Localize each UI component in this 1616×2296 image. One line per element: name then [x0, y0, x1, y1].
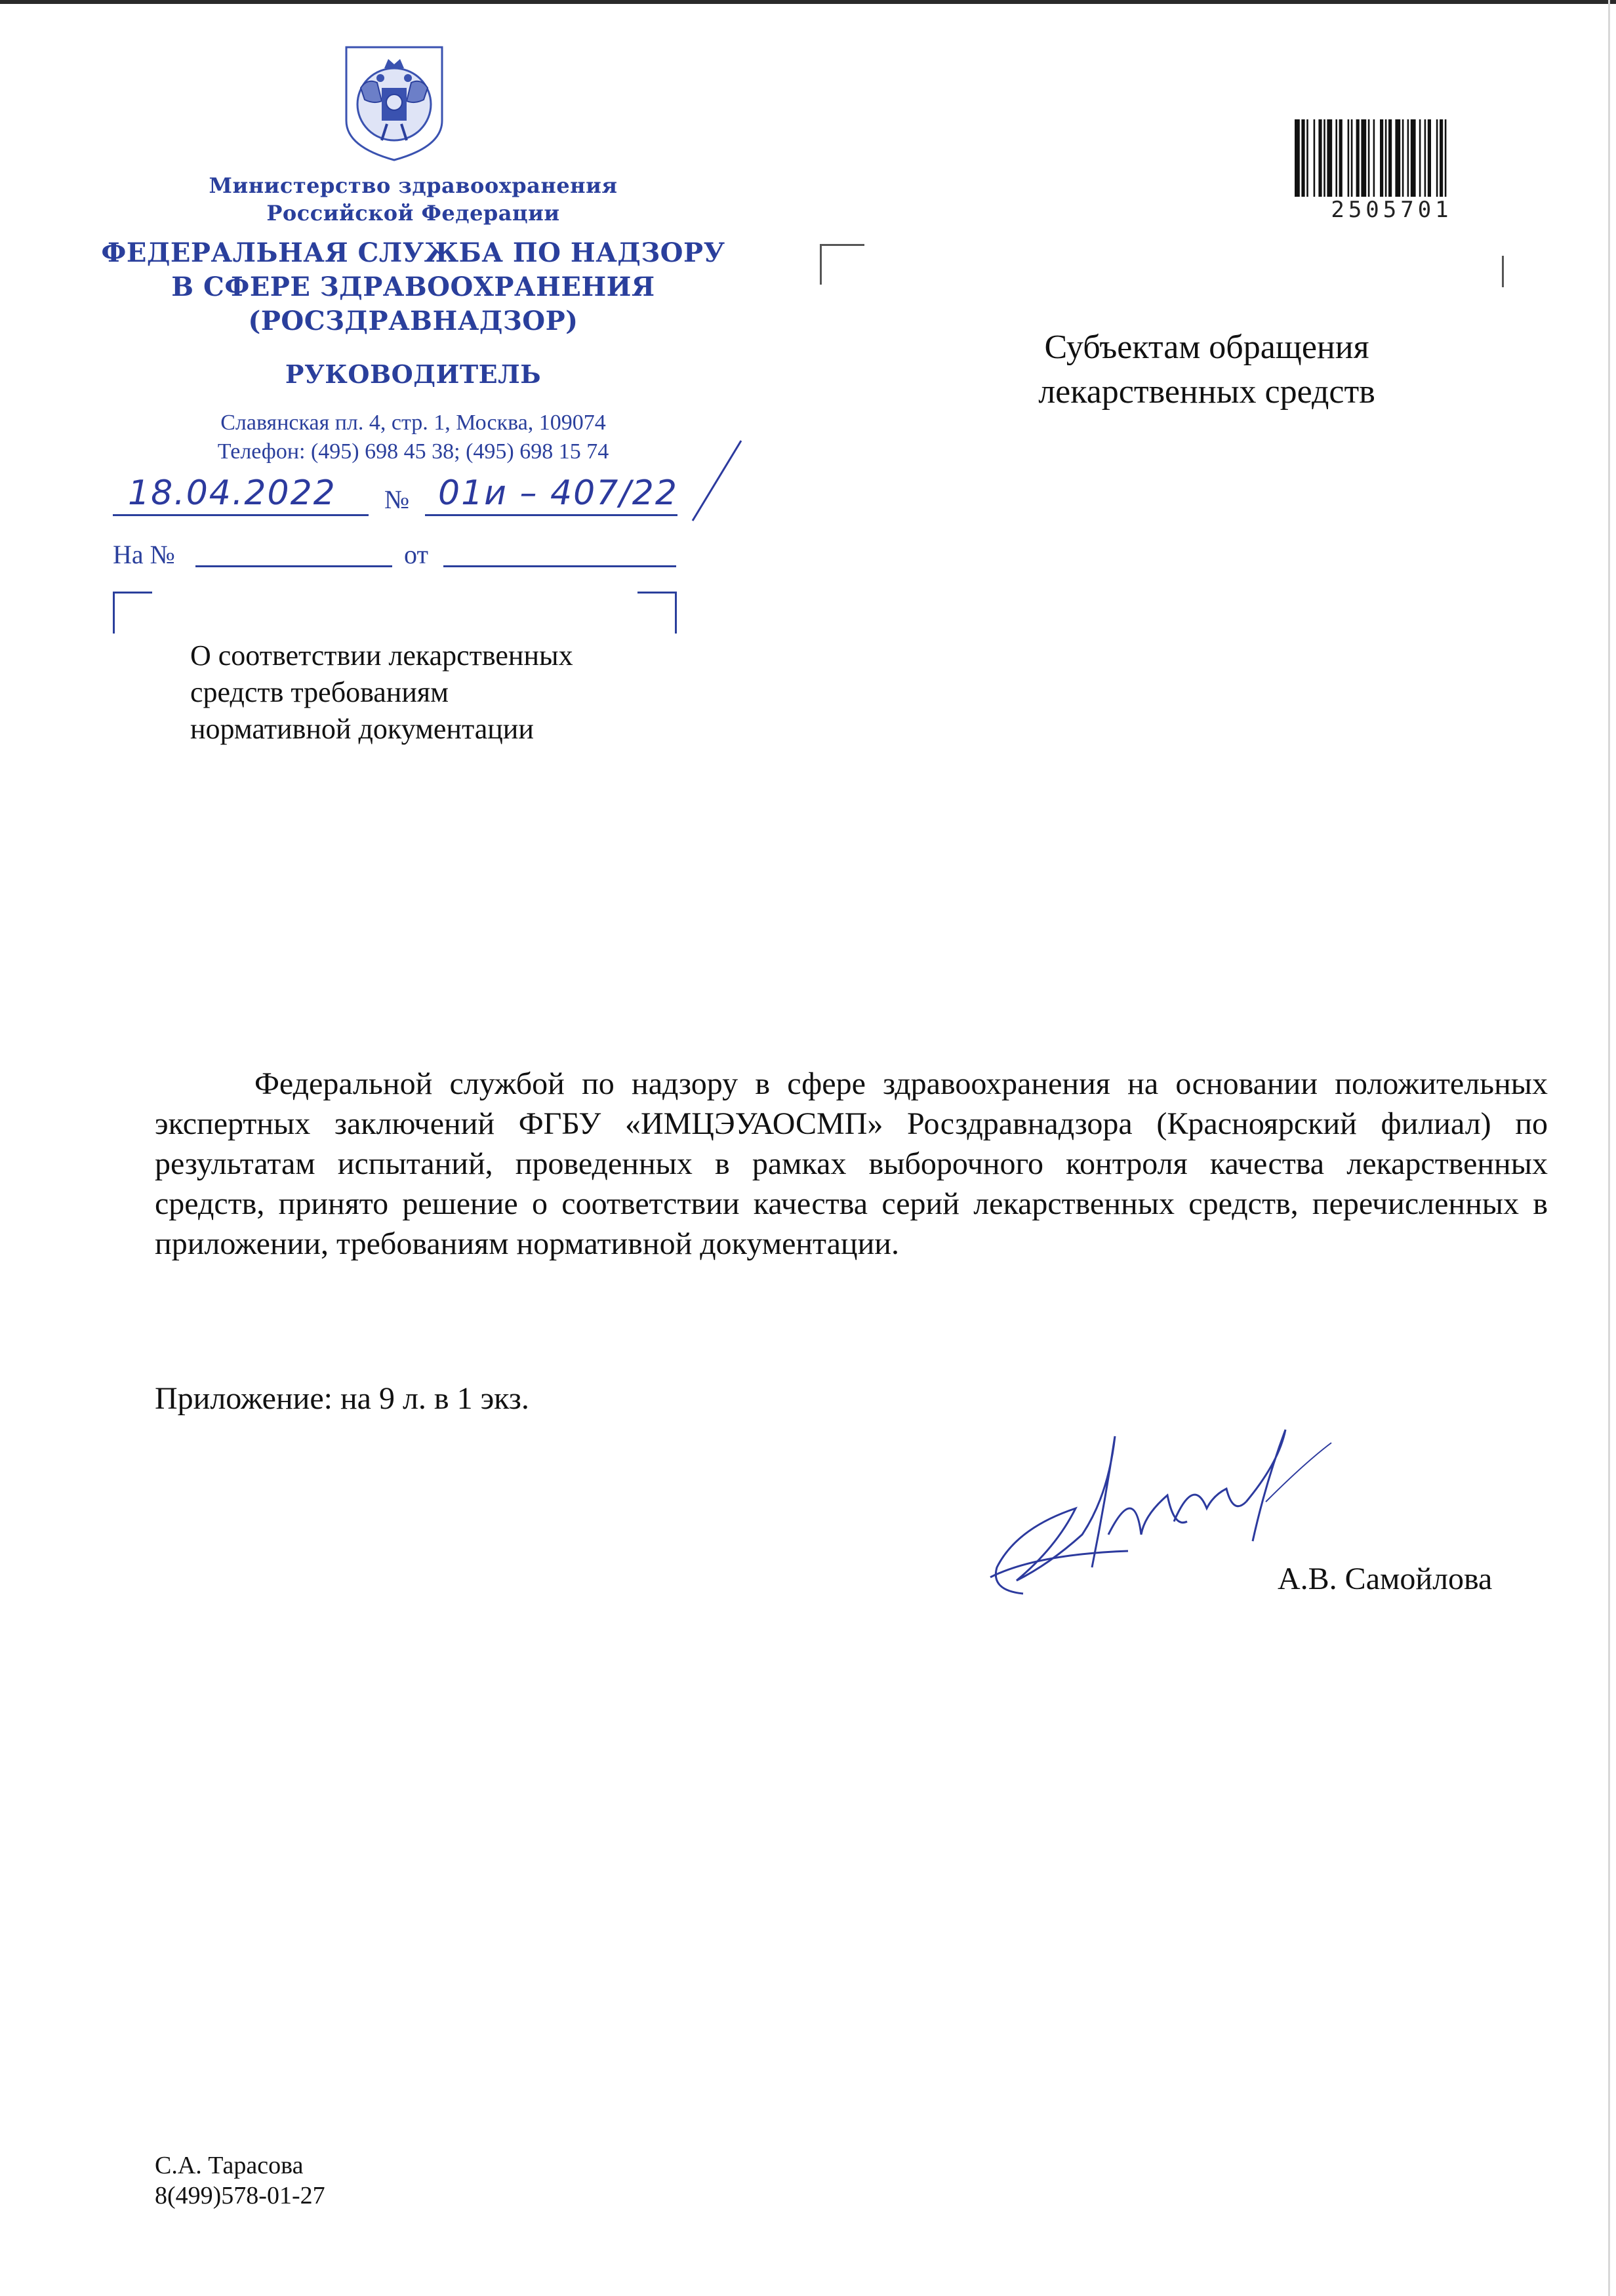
subject-line-3: нормативной документации — [190, 713, 534, 745]
ministry-line-1: Министерство здравоохранения — [209, 173, 618, 198]
scan-top-edge — [0, 0, 1616, 4]
reply-from-label: от — [404, 540, 428, 569]
coat-of-arms-emblem — [341, 42, 447, 164]
addressee-line-2: лекарственных средств — [1038, 373, 1375, 411]
subject-corner-left — [113, 592, 152, 594]
position-title: РУКОВОДИТЕЛЬ — [285, 359, 542, 389]
subject-corner-right — [637, 592, 677, 594]
barcode-number: 2505701 — [1331, 197, 1453, 223]
executor-name: С.А. Тарасова — [155, 2152, 304, 2179]
addressee-line-1: Субъектам обращения — [1044, 329, 1369, 366]
service-line-2: В СФЕРЕ ЗДРАВООХРАНЕНИЯ — [171, 272, 655, 302]
service-line-1: ФЕДЕРАЛЬНАЯ СЛУЖБА ПО НАДЗОРУ — [101, 237, 725, 268]
signatory-name: А.В. Самойлова — [1278, 1561, 1493, 1596]
reply-number-label: На № — [113, 540, 175, 569]
date-underline — [113, 514, 369, 516]
address-line: Славянская пл. 4, стр. 1, Москва, 109074 — [220, 411, 606, 435]
addressee-corner-left — [820, 244, 864, 246]
number-slash-stroke — [689, 438, 748, 523]
subject-corner-left-v — [113, 592, 115, 634]
reply-number-line — [195, 565, 392, 567]
reply-date-line — [443, 565, 676, 567]
subject-line-2: средств требованиям — [190, 676, 449, 708]
service-line-3: (РОСЗДРАВНАДЗОР) — [248, 306, 578, 336]
phone-line: Телефон: (495) 698 45 38; (495) 698 15 74 — [217, 439, 609, 464]
subject-corner-right-v — [675, 592, 677, 634]
addressee-corner-left-v — [820, 244, 822, 285]
ministry-line-2: Российской Федерации — [266, 201, 560, 226]
attachment-line: Приложение: на 9 л. в 1 экз. — [155, 1381, 529, 1416]
registration-date: 18.04.2022 — [128, 473, 336, 513]
barcode — [1293, 119, 1490, 199]
scan-right-edge — [1608, 0, 1610, 2296]
addressee-corner-right-v — [1502, 256, 1504, 287]
number-underline — [425, 514, 677, 516]
registration-number: 01и – 407/22 — [438, 473, 678, 513]
subject-line-1: О соответствии лекарственных — [190, 639, 573, 672]
executor-phone: 8(499)578-01-27 — [155, 2182, 325, 2209]
body-paragraph: Федеральной службой по надзору в сфере здравоохранения на основании положительных экспертных заключений ФГБУ «ИМЦЭУАОСМП» Росздравнадзора (Красноярский филиал) по результатам испытаний, проведенных в рамках выборочного контроля качества лекарственных средств, принято решение о соответствии качества серий лекарственных средств, перечисленных в приложении, требованиям нормативной документации. — [155, 1066, 1548, 1261]
number-sign: № — [384, 485, 410, 514]
